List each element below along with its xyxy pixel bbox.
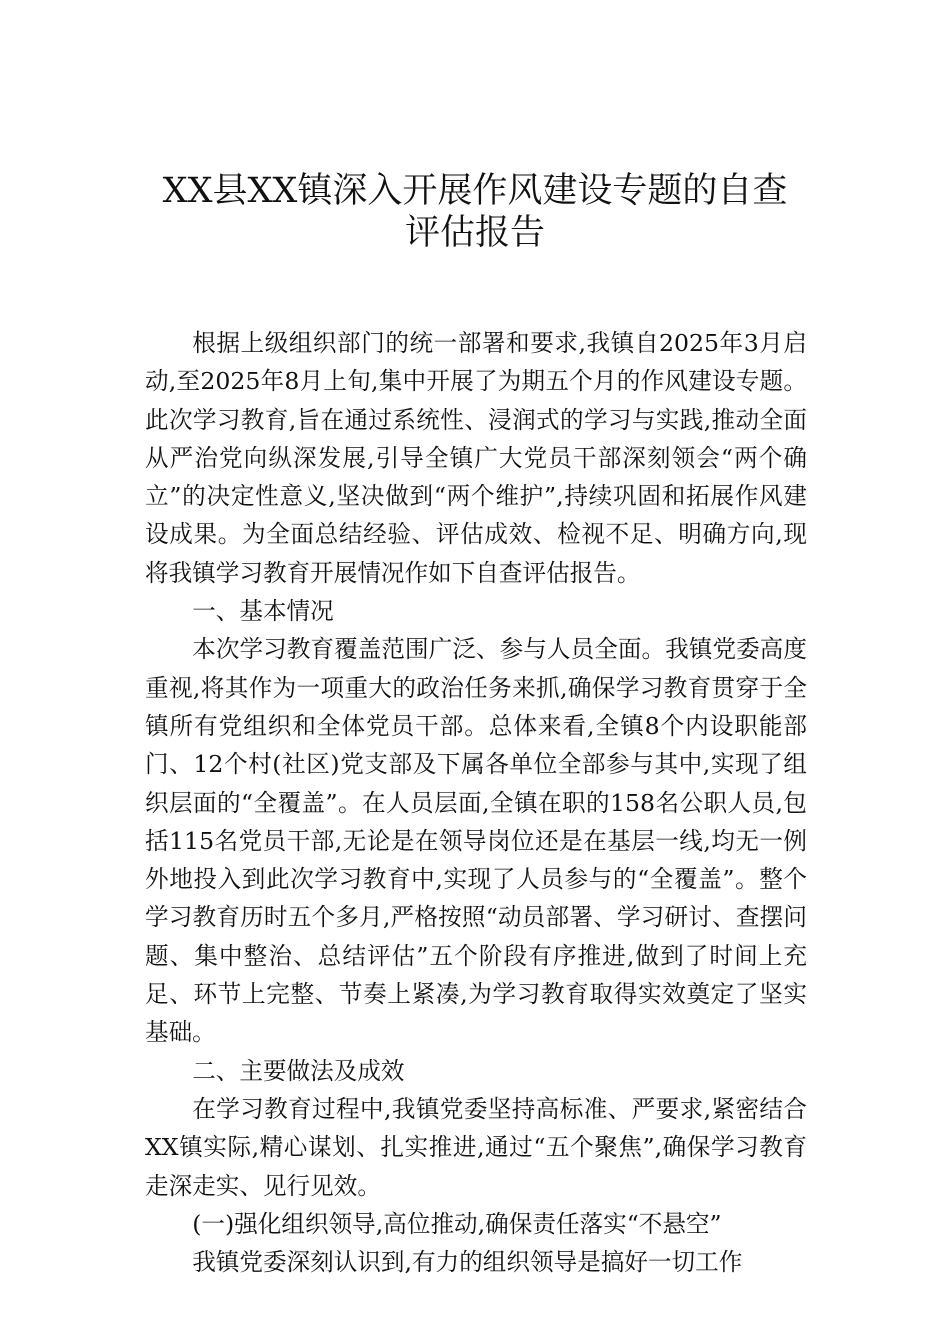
basic-situation-paragraph: 本次学习教育覆盖范围广泛、参与人员全面。我镇党委高度重视,将其作为一项重大的政治任务来抓,确保学习教育贯穿于全镇所有党组织和全体党员干部。总体来看,全镇8个内设职能部门、12个村(社区)党支部及下属各单位全部参与其中,实现了组织层面的“全覆盖”。在人员层面,全镇在职的158名公职人员,包括115名党员干部,无论是在领导岗位还是在基层一线,均无一例外地投入到此次学习教育中,实现了人员参与的“全覆盖”。整个学习教育历时五个多月,严格按照“动员部署、学习研讨、查摆问题、集中整治、总结评估”五个阶段有序推进,做到了时间上充足、环节上完整、节奏上紧凑,为学习教育取得实效奠定了坚实基础。 bbox=[145, 635, 807, 1047]
document-title-line-1: XX县XX镇深入开展作风建设专题的自查 bbox=[162, 171, 788, 211]
document-body bbox=[145, 324, 807, 1281]
intro-paragraph: 根据上级组织部门的统一部署和要求,我镇自2025年3月启动,至2025年8月上旬,集中开展了为期五个月的作风建设专题。此次学习教育,旨在通过系统性、浸润式的学习与实践,推动全面从严治党向纵深发展,引导全镇广大党员干部深刻领会“两个确立”的决定性意义,坚决做到“两个维护”,持续巩固和拓展作风建设成果。为全面总结经验、评估成效、检视不足、明确方向,现将我镇学习教育开展情况作如下自查评估报告。 bbox=[145, 329, 807, 587]
subsection-heading-organization-leadership: (一)强化组织领导,高位推动,确保责任落实“不悬空” bbox=[192, 1209, 722, 1238]
main-practices-paragraph: 在学习教育过程中,我镇党委坚持高标准、严要求,紧密结合XX镇实际,精心谋划、扎实推进,通过“五个聚焦”,确保学习教育走深走实、见行见效。 bbox=[145, 1094, 807, 1200]
section-heading-basic-situation: 一、基本情况 bbox=[192, 597, 334, 626]
organization-leadership-paragraph: 我镇党委深刻认识到,有力的组织领导是搞好一切工作 bbox=[192, 1248, 743, 1277]
section-heading-main-practices: 二、主要做法及成效 bbox=[192, 1056, 405, 1085]
document-title-line-2: 评估报告 bbox=[404, 213, 545, 253]
